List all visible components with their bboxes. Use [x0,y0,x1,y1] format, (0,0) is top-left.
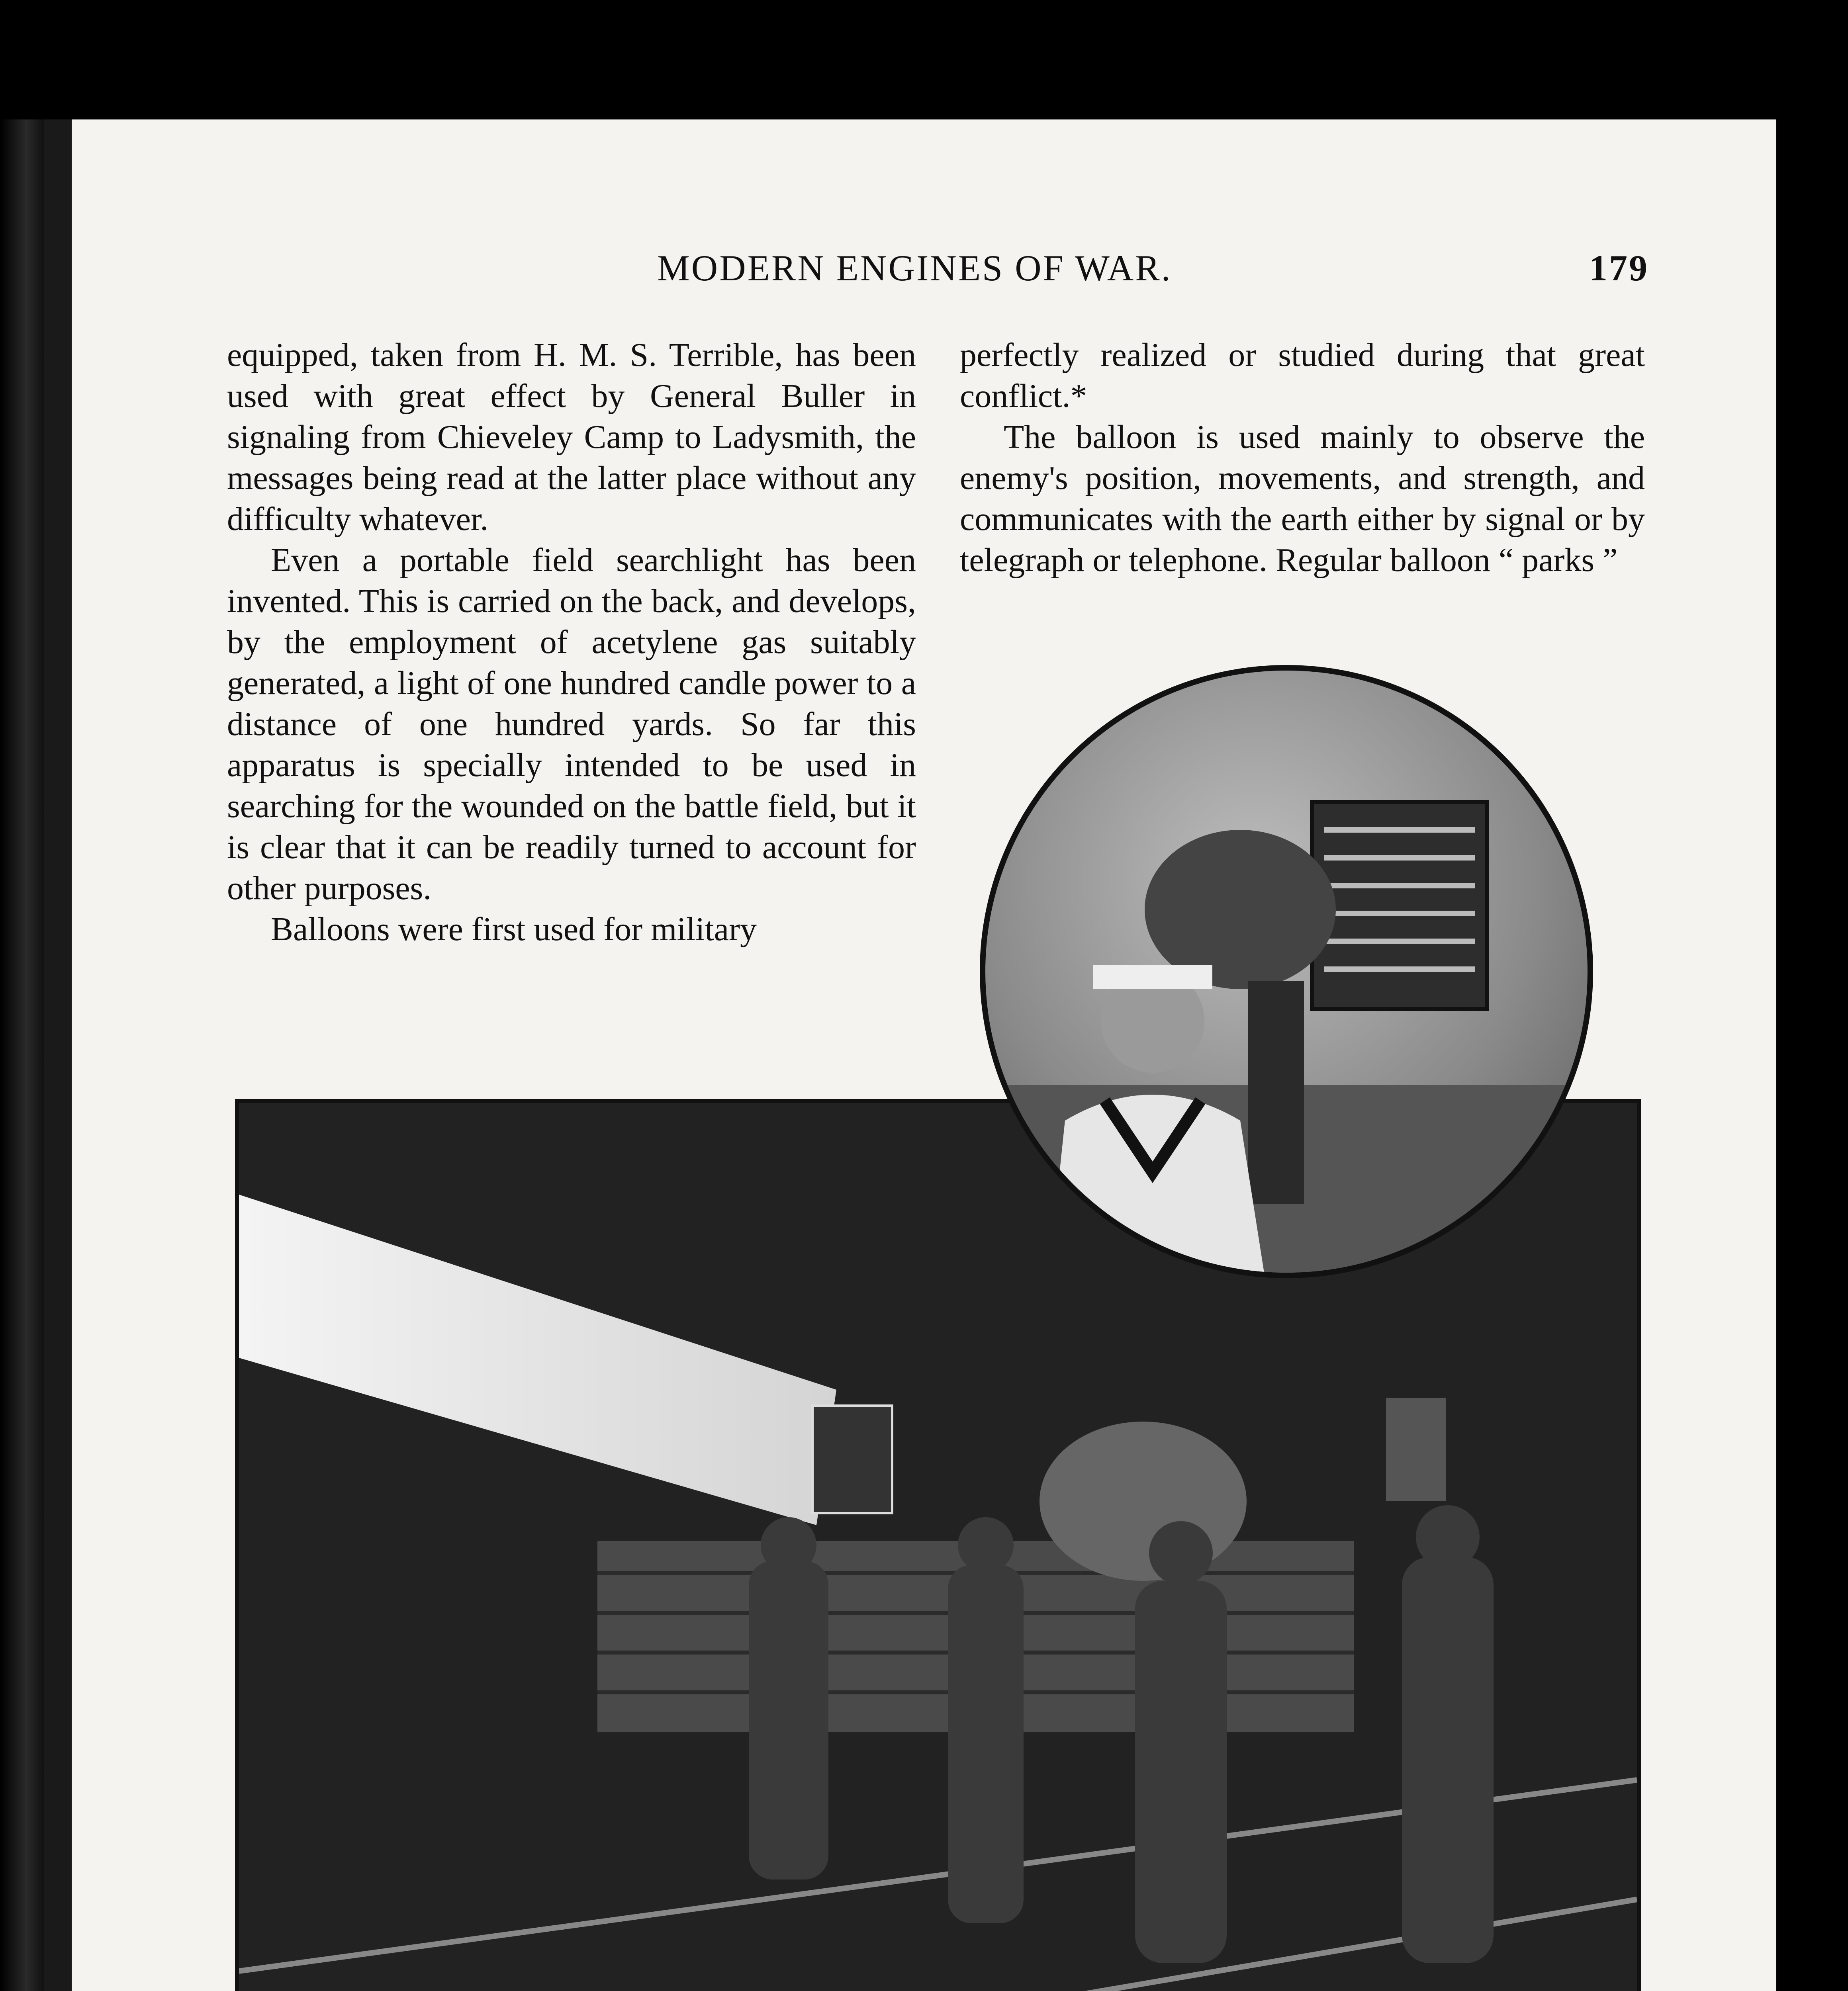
paragraph: Balloons were first used for military [271,911,757,948]
searchlight-lamp [812,1406,892,1513]
sailor-cap [1093,965,1212,989]
searchlight-stand [1248,981,1304,1204]
searchlight-shutter [1312,802,1487,1009]
left-column-top [227,334,916,950]
running-title: MODERN ENGINES OF WAR. [657,248,1172,288]
inset-artwork [985,671,1588,1273]
right-column-top [960,334,1645,581]
paragraph: equipped, taken from H. M. S. Terrible, has been used with great effect by General Buller in signaling from Chieveley Camp to Ladysmith, the messages being read at the latter place without any difficulty whatever. [227,336,916,538]
locomotive-stack [1386,1398,1446,1501]
sailor-searchlight-inset [980,665,1593,1278]
page-number: 179 [1589,248,1649,288]
paragraph: Even a portable field searchlight has been invented. This is carried on the back, and develops, by the employment of acetylene gas suitably generated, a light of one hundred candle power to a distance of one hundred yards. So far this apparatus is specially intended to be used in searching for the wounded on the battle field, but it is clear that it can be readily turned to account for other purposes. [227,542,916,907]
paragraph: perfectly realized or studied during that great conflict.* [960,336,1645,415]
locomotive-dome [1040,1422,1247,1581]
book-spine-shadow [0,119,44,1991]
paragraph: The balloon is used mainly to observe the enemy's position, movements, and strength, and communicates with the earth either by signal or by telegraph or telephone. Regular balloon “ parks ” [960,419,1645,579]
